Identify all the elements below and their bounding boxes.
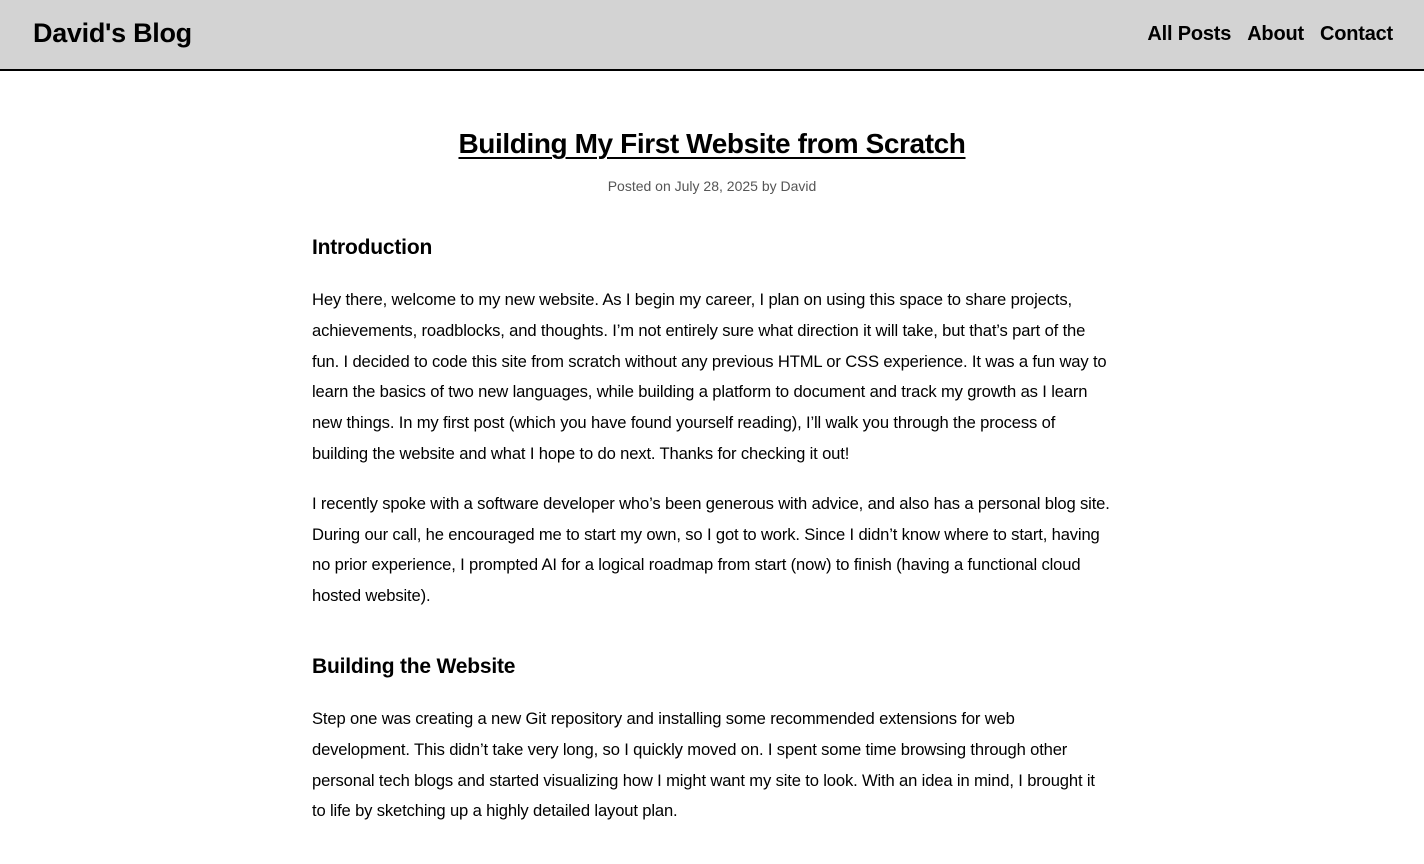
post-title: Building My First Website from Scratch [458,128,966,159]
main-nav [1147,23,1393,46]
section-introduction [312,235,1112,612]
paragraph: Step one was creating a new Git repository and installing some recommended extensions for web development. This didn’t take very long, so I quickly moved on. I spent some time browsing through other personal tech blogs and started visualizing how I might want my site to look. With an idea in mind, I brought it to life by sketching up a highly detailed layout plan. [312,708,1095,821]
section-heading: Building the Website [312,654,516,678]
nav-link-about[interactable]: About [1247,23,1304,45]
nav-link-all-posts[interactable]: All Posts [1147,23,1232,45]
section-building-the-website [312,654,1112,827]
site-title-link[interactable]: David's Blog [33,18,192,48]
site-header [0,0,1424,71]
nav-link-contact[interactable]: Contact [1319,23,1393,45]
post-meta: Posted on July 28, 2025 by David [607,178,817,194]
blog-post [312,71,1112,827]
section-heading: Introduction [312,236,433,259]
paragraph: I recently spoke with a software developer who’s been generous with advice, and also has a personal blog site. During our call, he encouraged me to start my own, so I got to work. Since I didn’t know where to start, having no prior experience, I prompted AI for a logical roadmap from start (now) to finish (having a functional cloud hosted website). [312,493,1110,606]
paragraph: Hey there, welcome to my new website. As I begin my career, I plan on using this space to share projects, achievements, roadblocks, and thoughts. I’m not entirely sure what direction it will take, but that’s part of the fun. I decided to code this site from scratch without any previous HTML or CSS experience. It was a fun way to learn the basics of two new languages, while building a platform to document and track my growth as I learn new things. In my first post (which you have found yourself reading), I’ll walk you through the process of building the website and what I hope to do next. Thanks for checking it out! [312,290,1107,463]
